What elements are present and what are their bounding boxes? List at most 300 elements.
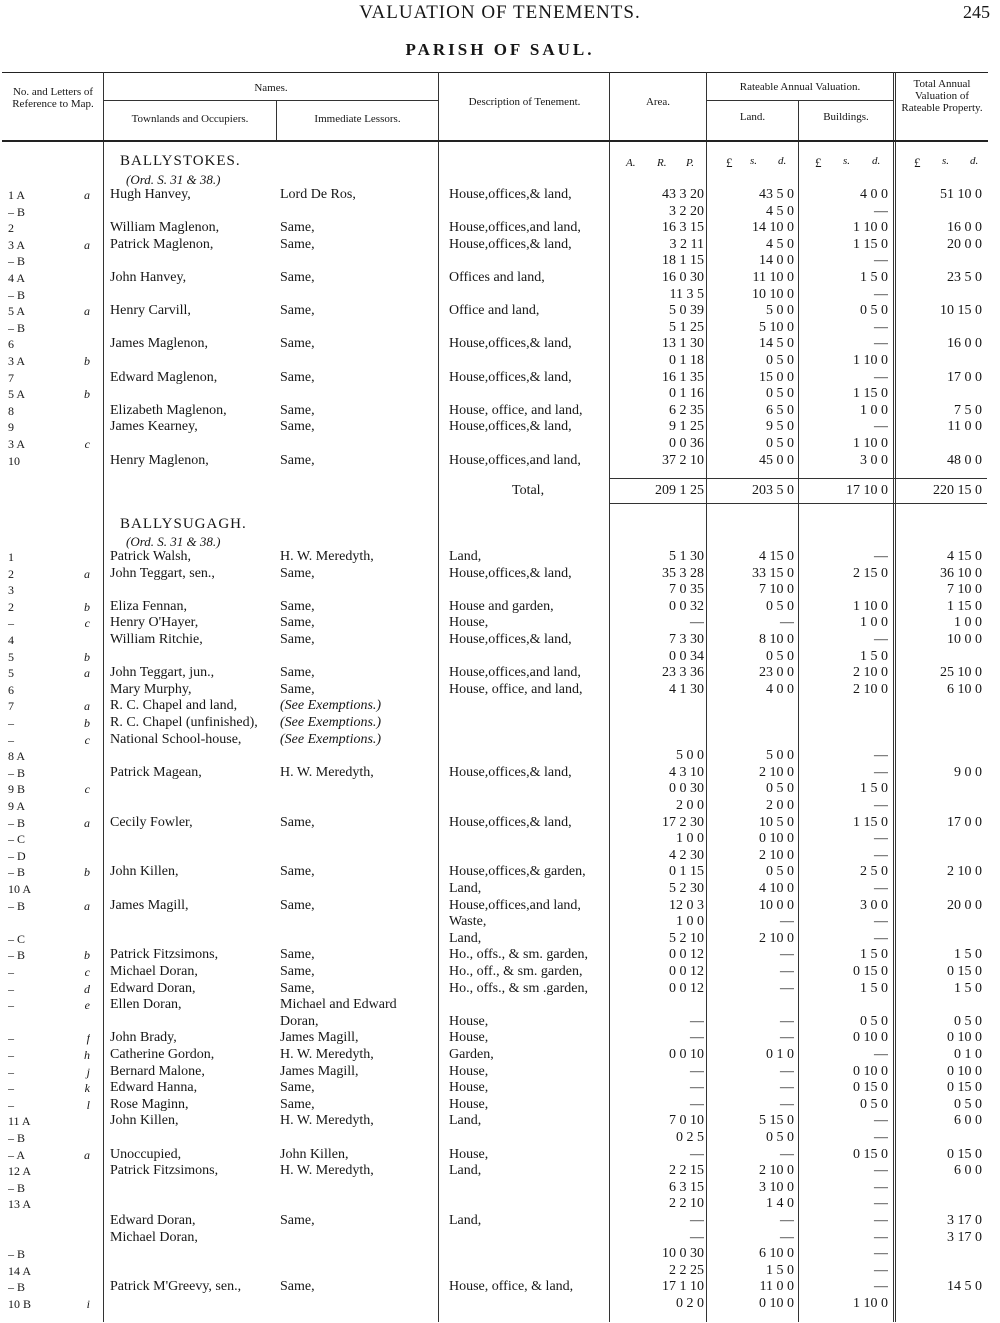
total-value: 0 1 0: [954, 1047, 982, 1062]
lessor: Same,: [280, 1096, 315, 1112]
ref-number: 1: [8, 550, 14, 564]
ref-letter: b: [84, 948, 90, 963]
total-value: 0 15 0: [947, 1146, 982, 1162]
total-bottom-rule: [609, 503, 987, 504]
area: 0 0 30: [669, 781, 704, 797]
description: House,: [449, 1013, 489, 1029]
ref-number: 5: [8, 649, 14, 664]
unit-total-pounds: £: [914, 155, 921, 170]
description: House,: [449, 1030, 489, 1046]
colhead-townlands: Townlands and Occupiers.: [131, 113, 249, 125]
area: 1 0 0: [676, 914, 704, 930]
lessor: Same,: [280, 964, 315, 979]
land-value: 1 4 0: [766, 1196, 794, 1212]
building-value: 1 0 0: [860, 402, 888, 418]
area: —: [690, 1229, 704, 1245]
occupier: Ellen Doran,: [110, 997, 182, 1013]
description: Land,: [449, 1113, 482, 1129]
area: 16 1 35: [662, 369, 704, 385]
ref-number: 8 A: [8, 749, 26, 764]
occupier: Hugh Hanvey,: [110, 187, 191, 202]
building-value: —: [874, 1113, 888, 1129]
description: House,: [449, 1146, 489, 1162]
area: 6 2 35: [669, 402, 704, 418]
area: 0 0 32: [669, 598, 704, 614]
description: House,offices,& land,: [449, 764, 572, 780]
building-value: 3 0 0: [860, 897, 888, 913]
building-value: 1 5 0: [860, 781, 888, 797]
total-value: 0 10 0: [947, 1063, 982, 1079]
description: Land,: [449, 1163, 482, 1179]
land-value: 4 10 0: [759, 881, 794, 896]
area: 17 2 30: [662, 814, 704, 830]
land-value: 6 5 0: [766, 402, 794, 418]
ref-number: – D: [8, 848, 26, 863]
land-value: 9 5 0: [766, 419, 794, 435]
ref-number: 2: [8, 599, 14, 614]
description: House,offices,& land,: [449, 814, 572, 830]
lessor: James Magill,: [280, 1030, 359, 1046]
unit-total-pence: d.: [970, 155, 979, 167]
building-value: —: [874, 748, 888, 764]
land-value: —: [780, 1030, 794, 1046]
building-value: 2 15 0: [853, 565, 888, 581]
area: 4 3 10: [669, 764, 704, 780]
area: 12 0 3: [669, 897, 704, 913]
total-value: 1 15 0: [947, 598, 982, 614]
building-value: 1 10 0: [853, 353, 888, 368]
description: House,offices,& land,: [449, 369, 572, 385]
occupier: James Kearney,: [110, 419, 198, 435]
description: House,: [449, 1080, 489, 1096]
ref-number: 5: [8, 666, 14, 681]
occupier: Unoccupied,: [110, 1146, 182, 1162]
description: House,offices,and land,: [449, 452, 581, 468]
occupier: R. C. Chapel (unfinished),: [110, 715, 258, 730]
building-value: 2 10 0: [853, 665, 888, 681]
occupier: Eliza Fennan,: [110, 598, 187, 614]
land-value: 2 10 0: [759, 847, 794, 863]
col-rule-desc: [609, 72, 610, 1322]
lessor: Same,: [280, 270, 315, 285]
ref-letter: a: [84, 566, 90, 581]
unit-perches: P.: [686, 157, 695, 169]
lessor: Same,: [280, 897, 315, 913]
ref-number: – B: [8, 765, 26, 780]
building-value: 0 15 0: [853, 1146, 888, 1162]
area: 13 1 30: [662, 336, 704, 352]
lessor: Same,: [280, 598, 315, 614]
ref-number: 9 B: [8, 782, 26, 797]
area: —: [690, 615, 704, 631]
total-value: 23 5 0: [947, 270, 982, 285]
ref-letter: l: [86, 1097, 90, 1112]
occupier: Henry O'Hayer,: [110, 615, 199, 631]
townland-ord-survey: (Ord. S. 31 & 38.): [126, 534, 221, 549]
building-value: 1 5 0: [860, 947, 888, 963]
lessor: Same,: [280, 303, 315, 319]
ref-number: –: [8, 716, 14, 730]
ref-letter: k: [84, 1081, 90, 1096]
unit-roods: R.: [657, 157, 667, 169]
ref-letter: c: [84, 965, 90, 979]
area: —: [690, 1063, 704, 1079]
area: —: [690, 1080, 704, 1096]
col-rule-land: [798, 100, 799, 1322]
area: 7 0 10: [669, 1113, 704, 1129]
occupier: Cecily Fowler,: [110, 814, 193, 830]
total-value: 7 10 0: [947, 582, 982, 598]
ref-letter: a: [84, 815, 90, 830]
occupier: James Maglenon,: [110, 336, 208, 352]
description: Ho., off., & sm. garden,: [449, 964, 583, 979]
area: 2 2 10: [669, 1196, 704, 1212]
area: 5 2 30: [669, 881, 704, 896]
land-value: 0 5 0: [766, 436, 794, 451]
lessor: Same,: [280, 681, 315, 697]
lessor: H. W. Meredyth,: [280, 764, 374, 780]
building-value: 2 5 0: [860, 864, 888, 880]
occupier: Patrick Maglenon,: [110, 236, 214, 252]
land-value: —: [780, 1096, 794, 1112]
occupier: Patrick M'Greevy, sen.,: [110, 1279, 242, 1295]
ref-number: 4 A: [8, 271, 26, 285]
land-value: —: [780, 615, 794, 631]
area: 35 3 28: [662, 565, 704, 581]
occupier: Henry Carvill,: [110, 303, 191, 319]
land-value: 7 10 0: [759, 582, 794, 598]
building-value: —: [874, 1163, 888, 1179]
ref-letter: c: [84, 616, 90, 631]
land-value: 3 10 0: [759, 1179, 794, 1195]
ref-number: 6: [8, 682, 14, 697]
ref-number: –: [8, 616, 14, 631]
land-value: 15 0 0: [759, 369, 794, 385]
ref-number: –: [8, 965, 14, 979]
occupier: Michael Doran,: [110, 1229, 198, 1245]
land-value: —: [780, 947, 794, 963]
description: Ho., offs., & sm .garden,: [449, 980, 588, 996]
ref-number: 7: [8, 699, 14, 714]
area: 0 0 12: [669, 980, 704, 996]
total-value: 6 0 0: [954, 1113, 982, 1129]
ref-letter: c: [84, 732, 90, 747]
lessor: John Killen,: [280, 1146, 349, 1162]
colhead-land: Land.: [739, 111, 766, 123]
lessor: Same,: [280, 980, 315, 996]
ref-number: 6: [8, 337, 14, 352]
occupier: Edward Maglenon,: [110, 369, 218, 385]
ref-number: – C: [8, 931, 26, 946]
building-value: —: [874, 203, 888, 219]
land-value: 0 10 0: [759, 1296, 794, 1311]
building-value: —: [874, 881, 888, 896]
lessor: Same,: [280, 369, 315, 385]
building-value: 1 15 0: [853, 236, 888, 252]
townland-name: BALLYSUGAGH.: [120, 516, 247, 532]
ref-number: – A: [8, 1147, 26, 1162]
unit-land-pounds: £: [726, 155, 733, 170]
description: House,offices,& garden,: [449, 864, 586, 880]
colhead-total: Total Annual Valuation of Rateable Property.: [901, 78, 983, 114]
area: 2 2 25: [669, 1262, 704, 1278]
land-value: 0 5 0: [766, 598, 794, 614]
ref-letter: d: [84, 981, 90, 996]
unit-acres: A.: [626, 157, 636, 169]
lessor: Same,: [280, 615, 315, 631]
area: 7 3 30: [669, 632, 704, 647]
land-value: 4 5 0: [766, 203, 794, 219]
lessor: Lord De Ros,: [280, 187, 356, 202]
area: 3 2 11: [669, 236, 704, 252]
area: 16 0 30: [662, 270, 704, 285]
building-value: 0 15 0: [853, 964, 888, 979]
ref-number: 14 A: [8, 1263, 32, 1278]
total-total: 220 15 0: [933, 483, 982, 498]
col-rule-area: [706, 72, 707, 1322]
area: 10 0 30: [662, 1246, 704, 1262]
building-value: —: [874, 930, 888, 946]
land-value: 23 0 0: [759, 665, 794, 681]
total-value: 10 0 0: [947, 632, 982, 647]
ref-number: 11 A: [8, 1114, 31, 1129]
land-value: 0 5 0: [766, 648, 794, 664]
building-value: —: [874, 369, 888, 385]
total-value: 10 15 0: [940, 303, 982, 319]
ref-number: 10: [8, 453, 20, 468]
ref-number: 3 A: [8, 437, 26, 451]
unit-bld-pence: d.: [872, 155, 881, 167]
total-value: 17 0 0: [947, 814, 982, 830]
land-value: —: [780, 1013, 794, 1029]
description: House, office, and land,: [449, 681, 583, 697]
total-value: 3 17 0: [947, 1229, 982, 1245]
lessor: Same,: [280, 402, 315, 418]
building-value: —: [874, 1179, 888, 1195]
ref-number: 13 A: [8, 1197, 32, 1212]
area: 0 1 16: [669, 386, 704, 402]
area: 0 0 12: [669, 964, 704, 979]
lessor: H. W. Meredyth,: [280, 1047, 374, 1062]
area: 0 0 12: [669, 947, 704, 963]
area: 37 2 10: [662, 452, 704, 468]
area: 0 0 10: [669, 1047, 704, 1062]
ref-number: 7: [8, 370, 14, 385]
ref-number: –: [8, 1031, 14, 1046]
occupier: Patrick Magean,: [110, 764, 202, 780]
col-rule-names: [438, 72, 439, 1322]
land-value: 4 0 0: [766, 681, 794, 697]
land-value: 0 5 0: [766, 1130, 794, 1145]
ref-letter: a: [84, 304, 90, 319]
land-value: 4 5 0: [766, 236, 794, 252]
occupier: Elizabeth Maglenon,: [110, 402, 227, 418]
area: —: [690, 1096, 704, 1112]
ref-number: –: [8, 1097, 14, 1112]
lessor: H. W. Meredyth,: [280, 1113, 374, 1129]
description: House, office, & land,: [449, 1279, 574, 1295]
occupier: R. C. Chapel and land,: [110, 698, 238, 714]
area: —: [690, 1146, 704, 1162]
land-value: 5 15 0: [759, 1113, 794, 1129]
building-value: —: [874, 1229, 888, 1245]
area: 23 3 36: [662, 665, 704, 681]
area: 4 2 30: [669, 847, 704, 863]
total-value: 3 17 0: [947, 1213, 982, 1228]
occupier: Patrick Fitzsimons,: [110, 1163, 219, 1179]
ref-letter: b: [84, 354, 90, 368]
land-value: —: [780, 980, 794, 996]
occupier: William Maglenon,: [110, 220, 220, 236]
description: Land,: [449, 881, 482, 896]
land-value: 11 10 0: [752, 270, 794, 285]
ref-number: – B: [8, 1280, 26, 1295]
ref-number: 5 A: [8, 387, 26, 402]
land-value: —: [780, 1080, 794, 1096]
land-value: 2 10 0: [759, 930, 794, 946]
total-value: 0 10 0: [947, 1030, 982, 1046]
ref-number: – B: [8, 320, 26, 335]
building-value: —: [874, 1047, 888, 1062]
total-value: 20 0 0: [947, 897, 982, 913]
ref-number: 9 A: [8, 799, 26, 813]
total-value: 20 0 0: [947, 236, 982, 252]
description: Land,: [449, 1213, 482, 1228]
building-value: —: [874, 1130, 888, 1145]
total-value: 1 5 0: [954, 947, 982, 963]
land-value: 0 5 0: [766, 386, 794, 402]
description: Garden,: [449, 1047, 494, 1062]
occupier: John Killen,: [110, 1113, 179, 1129]
total-value: 11 0 0: [947, 419, 982, 435]
total-value: 4 15 0: [947, 549, 982, 564]
total-value: 7 5 0: [954, 402, 982, 418]
total-value: 16 0 0: [947, 220, 982, 236]
area: 6 3 15: [669, 1179, 704, 1195]
total-value: 2 10 0: [947, 864, 982, 880]
description: House,offices,& land,: [449, 336, 572, 352]
total-value: 0 5 0: [954, 1096, 982, 1112]
total-buildings: 17 10 0: [846, 483, 888, 498]
ref-number: – B: [8, 254, 26, 269]
lessor: Same,: [280, 336, 315, 352]
occupier: Edward Hanna,: [110, 1080, 198, 1096]
colhead-rateable: Rateable Annual Valuation.: [739, 81, 861, 93]
ref-letter: j: [86, 1064, 90, 1079]
ref-letter: a: [84, 898, 90, 913]
occupier: John Teggart, jun.,: [110, 665, 215, 681]
building-value: —: [874, 1213, 888, 1228]
ref-number: – B: [8, 898, 26, 913]
ref-number: 2: [8, 221, 14, 236]
names-rule: [103, 100, 438, 101]
rateable-rule: [706, 100, 893, 101]
ref-number: 12 A: [8, 1164, 32, 1179]
building-value: 1 0 0: [860, 615, 888, 631]
ref-number: –: [8, 1081, 14, 1096]
lessor: H. W. Meredyth,: [280, 549, 374, 564]
land-value: 4 15 0: [759, 549, 794, 564]
ref-letter: c: [84, 782, 90, 797]
ref-number: – B: [8, 865, 26, 880]
description: Waste,: [449, 914, 487, 930]
land-value: 10 5 0: [759, 814, 794, 830]
area: 2 2 15: [669, 1163, 704, 1179]
total-value: 9 0 0: [954, 764, 982, 780]
occupier: Bernard Malone,: [110, 1063, 205, 1079]
area: 0 0 36: [669, 436, 704, 451]
lessor: James Magill,: [280, 1063, 359, 1079]
building-value: —: [874, 549, 888, 564]
land-value: 14 10 0: [752, 220, 794, 236]
unit-land-pence: d.: [778, 155, 787, 167]
lessor: H. W. Meredyth,: [280, 1163, 374, 1179]
land-value: —: [780, 1146, 794, 1162]
total-value: 0 5 0: [954, 1013, 982, 1029]
total-value: 1 0 0: [954, 615, 982, 631]
area: 17 1 10: [662, 1279, 704, 1295]
area: —: [690, 1030, 704, 1046]
land-value: 45 0 0: [759, 452, 794, 468]
area: 5 0 39: [669, 303, 704, 319]
land-value: 5 0 0: [766, 748, 794, 764]
building-value: —: [874, 1246, 888, 1262]
occupier: William Ritchie,: [110, 632, 203, 647]
total-area: 209 1 25: [655, 483, 704, 498]
building-value: —: [874, 336, 888, 352]
total-value: 25 10 0: [940, 665, 982, 681]
occupier: Edward Doran,: [110, 980, 196, 996]
building-value: 1 15 0: [853, 386, 888, 402]
col-rule-buildings: [893, 72, 896, 1322]
ref-number: 3 A: [8, 354, 26, 368]
area: 0 2 5: [676, 1130, 704, 1145]
building-value: 1 10 0: [853, 1296, 888, 1311]
land-value: 2 10 0: [759, 764, 794, 780]
building-value: 0 10 0: [853, 1030, 888, 1046]
occupier: Henry Maglenon,: [110, 452, 209, 468]
ref-number: – B: [8, 287, 26, 302]
ref-number: 5 A: [8, 304, 26, 319]
building-value: —: [874, 319, 888, 335]
building-value: 0 5 0: [860, 1096, 888, 1112]
header-bottom-rule: [2, 140, 988, 142]
land-value: 1 5 0: [766, 1262, 794, 1278]
building-value: 1 10 0: [853, 598, 888, 614]
ref-number: 8: [8, 403, 14, 418]
area: 18 1 15: [662, 253, 704, 269]
land-value: 0 5 0: [766, 864, 794, 880]
unit-bld-shillings: s.: [843, 155, 851, 167]
building-value: 4 0 0: [860, 187, 888, 202]
ref-letter: b: [84, 387, 90, 402]
ref-letter: b: [84, 716, 90, 730]
building-value: 1 5 0: [860, 980, 888, 996]
total-value: 6 10 0: [947, 681, 982, 697]
unit-total-shillings: s.: [942, 155, 950, 167]
unit-land-shillings: s.: [750, 155, 758, 167]
ref-number: 10 B: [8, 1297, 32, 1311]
total-value: 16 0 0: [947, 336, 982, 352]
building-value: —: [874, 1196, 888, 1212]
ref-letter: a: [84, 1147, 90, 1162]
occupier: Michael Doran,: [110, 964, 198, 979]
occupier: Mary Murphy,: [110, 681, 192, 697]
lessor: Same,: [280, 1213, 315, 1228]
area: 5 2 10: [669, 930, 704, 946]
lessor: Same,: [280, 665, 315, 681]
building-value: 0 10 0: [853, 1063, 888, 1079]
